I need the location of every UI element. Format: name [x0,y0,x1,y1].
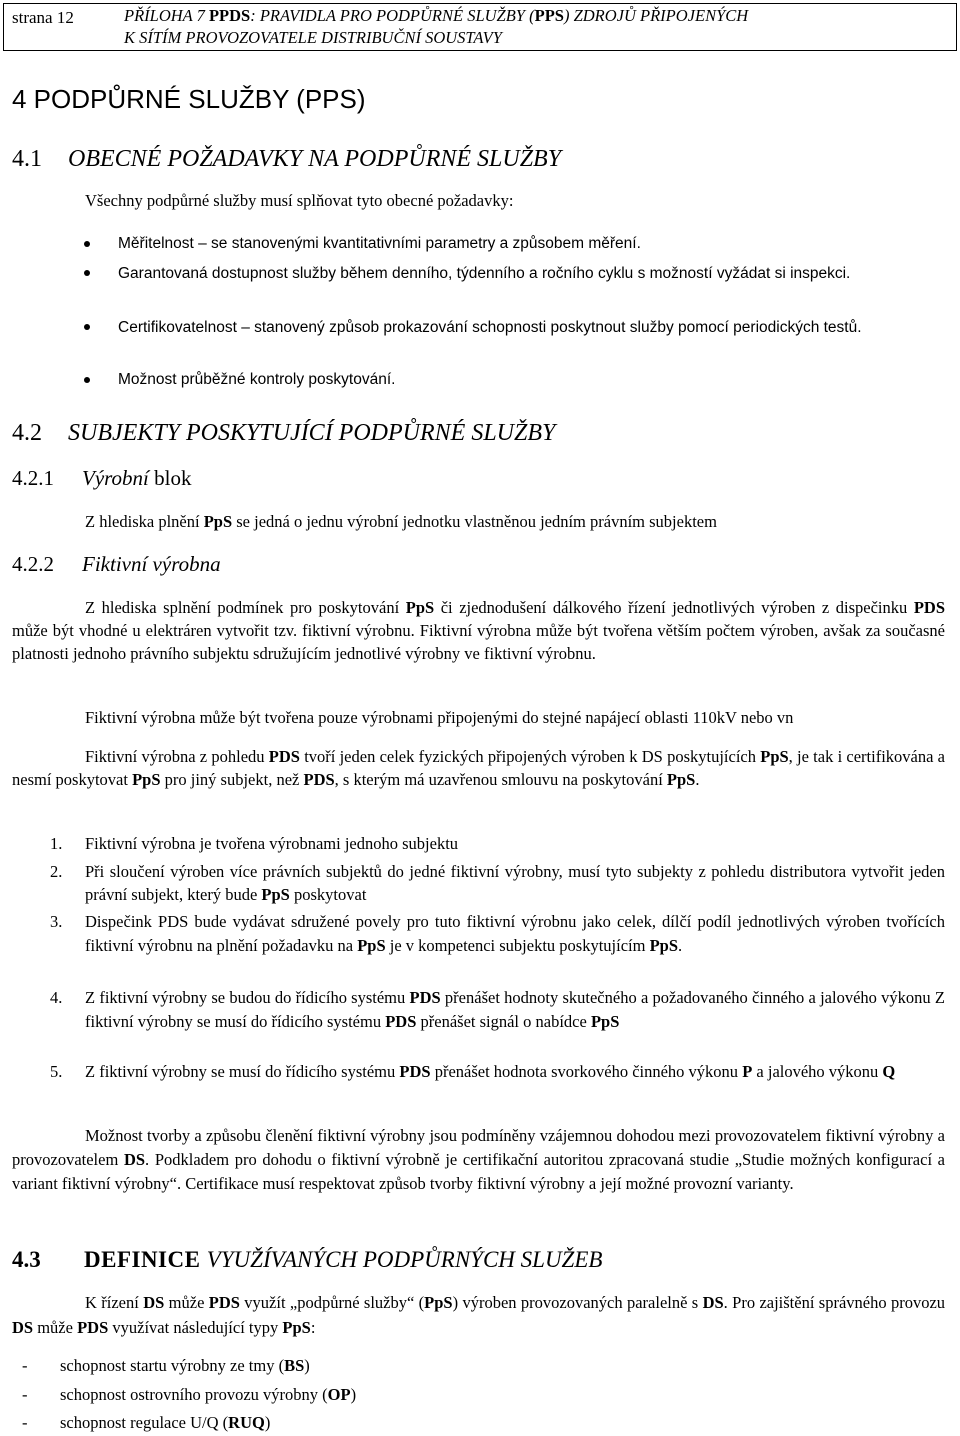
numbered-item: 2. Při sloučení výroben více právních subjektů do jedné fiktivní výrobny, musí tyto subjekty z pohledu distributora vytvořit jeden právní subjekt, který bude PpS poskytovat [50,862,945,904]
requirement-bullet: Možnost průběžné kontroly poskytování. [84,368,946,391]
paragraph-pds-control: K řízení DS může PDS využít „podpůrné služby“ (PpS) výroben provozovaných paralelně s DS. Pro zajištění správného provozu DS může PDS využívat následující typy PpS: [12,1293,946,1337]
requirement-bullet: Měřitelnost – se stanovenými kvantitativními parametry a způsobem měření. [84,232,946,255]
service-type-item: - schopnost startu výrobny ze tmy (BS) [22,1356,310,1375]
section-4-2-heading: 4.2 SUBJEKTY POSKYTUJÍCÍ PODPŮRNÉ SLUŽBY [12,420,556,446]
section-4-1-heading: 4.1 OBECNÉ POŽADAVKY NA PODPŮRNÉ SLUŽBY [12,146,562,172]
numbered-item: 4. Z fiktivní výrobny se budou do řídicího systému PDS přenášet hodnoty skutečného a požadovaného činného a jalového výkonu Z fiktivní výrobny se musí do řídicího systému PDS přenášet signál o nabídce PpS [50,988,945,1031]
page-header [3,3,957,51]
numbered-item: 1. Fiktivní výrobna je tvořena výrobnami jednoho subjektu [50,834,459,853]
chapter-heading: 4 PODPŮRNÉ SLUŽBY (PPS) [12,84,366,114]
paragraph-agreement: Možnost tvorby a způsobu členění fiktivní výrobny jsou podmíněny vzájemnou dohodou mezi provozovatelem fiktivní výrobny a provozovatelem DS. Podkladem pro dohodu o fiktivní výrobně je certifikační autoritou zpracovaná studie „Studie možných konfigurací a variant fiktivní výrobny“. Certifikace musí respektovat způsob tvorby fiktivní výrobny a její možné provozní varianty. [12,1126,945,1193]
section-4-1-intro: Všechny podpůrné služby musí splňovat tyto obecné požadavky: [85,191,514,210]
requirement-bullet: Garantovaná dostupnost služby během denního, týdenního a ročního cyklu s možností vyžádat si inspekci. [84,261,946,286]
paragraph-pds-view: Fiktivní výrobna z pohledu PDS tvoří jeden celek fyzických připojených výroben k DS poskytujících PpS, je tak i certifikována a nesmí poskytovat PpS pro jiný subjekt, než PDS, s kterým má uzavřenou smlouvu na poskytování PpS. [12,747,946,789]
section-4-2-1-heading: 4.2.1 Výrobní blok [12,466,192,490]
header-title: PŘÍLOHA 7 PPDS: PRAVIDLA PRO PODPŮRNÉ SLUŽBY (PPS) ZDROJŮ PŘIPOJENÝCH K SÍTÍM PROVOZOVATELE DISTRIBUČNÍ SOUSTAVY [124,6,749,47]
requirement-bullet: Certifikovatelnost – stanovený způsob prokazování schopnosti poskytnout služby pomocí periodických testů. [84,315,946,340]
page-number: strana 12 [12,8,74,27]
service-type-item: - schopnost regulace U/Q (RUQ) [22,1413,271,1432]
numbered-item: 5. Z fiktivní výrobny se musí do řídicího systému PDS přenášet hodnota svorkového činného výkonu P a jalového výkonu Q [50,1062,896,1081]
section-4-3-heading: 4.3 DEFINICE VYUŽÍVANÝCH PODPŮRNÝCH SLUŽEB [12,1247,603,1272]
paragraph-110kv: Fiktivní výrobna může být tvořena pouze výrobnami připojenými do stejné napájecí oblasti 110kV nebo vn [85,708,794,727]
paragraph-fictive-plant: Z hlediska splnění podmínek pro poskytování PpS či zjednodušení dálkového řízení jednotlivých výroben z dispečinku PDS může být vhodné u elektráren vytvořit tzv. fiktivní výrobnu. Fiktivní výrobna může být tvořena větším počtem výroben, avšak za současné platnosti jednoho právního subjektu sdružujícím jednotlivé výrobny ve fiktivní výrobnu. [12,598,945,663]
bullet-icon [84,324,90,330]
numbered-item: 3. Dispečink PDS bude vydávat sdružené povely pro tuto fiktivní výrobnu jako celek, dílčí podíl jednotlivých výroben tvořících fiktivní výrobnu na plnění požadavku na PpS je v kompetenci subjektu poskytujícím PpS. [50,912,945,955]
section-4-2-2-heading: 4.2.2 Fiktivní výrobna [12,552,221,576]
service-type-item: - schopnost ostrovního provozu výrobny (OP) [22,1385,357,1404]
bullet-icon [84,377,90,383]
bullet-icon [84,241,90,247]
bullet-icon [84,270,90,276]
section-4-2-1-text: Z hlediska plnění PpS se jedná o jednu výrobní jednotku vlastněnou jedním právním subjektem [85,512,717,531]
